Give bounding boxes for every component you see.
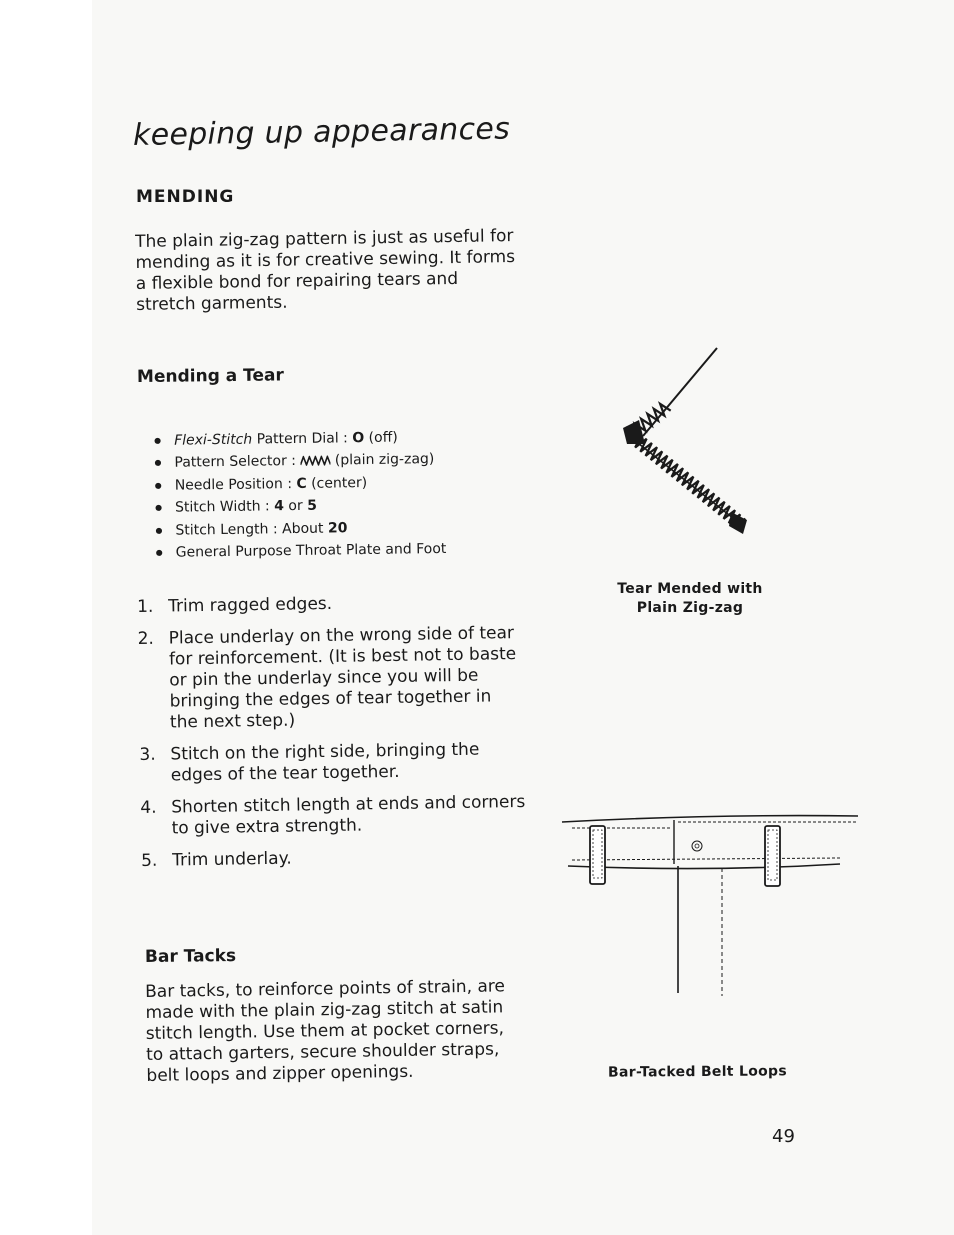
setting-throat-plate: ● General Purpose Throat Plate and Foot: [154, 537, 514, 564]
setting-pattern-dial: ● Flexi-Stitch Pattern Dial : O (off): [152, 425, 512, 452]
tear-mended-illustration: [615, 340, 755, 540]
intro-paragraph: The plain zig-zag pattern is just as useful for mending as it is for creative sewing. It forms a flexible bond for repairing tears and stretch garments.: [135, 226, 516, 315]
section-heading: MENDING: [136, 187, 235, 207]
step-item: 4. Shorten stitch length at ends and corners to give extra strength.: [140, 791, 526, 839]
setting-pattern-selector: ● Pattern Selector : (plain zig-zag): [152, 447, 512, 474]
setting-stitch-width: ● Stitch Width : 4 or 5: [153, 492, 513, 519]
mending-tear-heading: Mending a Tear: [136, 365, 284, 387]
settings-list: [152, 425, 514, 564]
step-item: 2. Place underlay on the wrong side of tear for reinforcement. (It is best not to baste or pin the underlay since you will be bringing the edges of tear together in the next step.): [137, 623, 517, 733]
step-item: 3. Stitch on the right side, bringing the edges of the tear together.: [139, 739, 480, 786]
step-item: 5. Trim underlay.: [140, 848, 292, 871]
page-title: keeping up appearances: [132, 111, 511, 153]
tear-caption-text: Tear Mended with Plain Zig-zag: [617, 581, 763, 616]
setting-needle-position: ● Needle Position : C (center): [153, 470, 513, 497]
steps-list: [137, 591, 526, 883]
bar-tacks-heading: Bar Tacks: [144, 946, 237, 967]
belt-figure-caption: Bar-Tacked Belt Loops: [607, 1063, 788, 1081]
bar-tacks-paragraph: Bar tacks, to reinforce points of strain, are made with the plain zig-zag stitch at satin stitch length. Use them at pocket corners, to attach garters, secure shoulder straps, belt loops and zipper openings.: [145, 976, 506, 1086]
tear-figure-caption: [600, 580, 780, 618]
step-item: 1. Trim ragged edges.: [137, 593, 333, 617]
belt-loops-illustration: [560, 808, 865, 1003]
setting-stitch-length: ● Stitch Length : About 20: [153, 515, 513, 542]
zigzag-pattern-icon: [300, 456, 330, 466]
page-number: 49: [772, 1126, 795, 1147]
